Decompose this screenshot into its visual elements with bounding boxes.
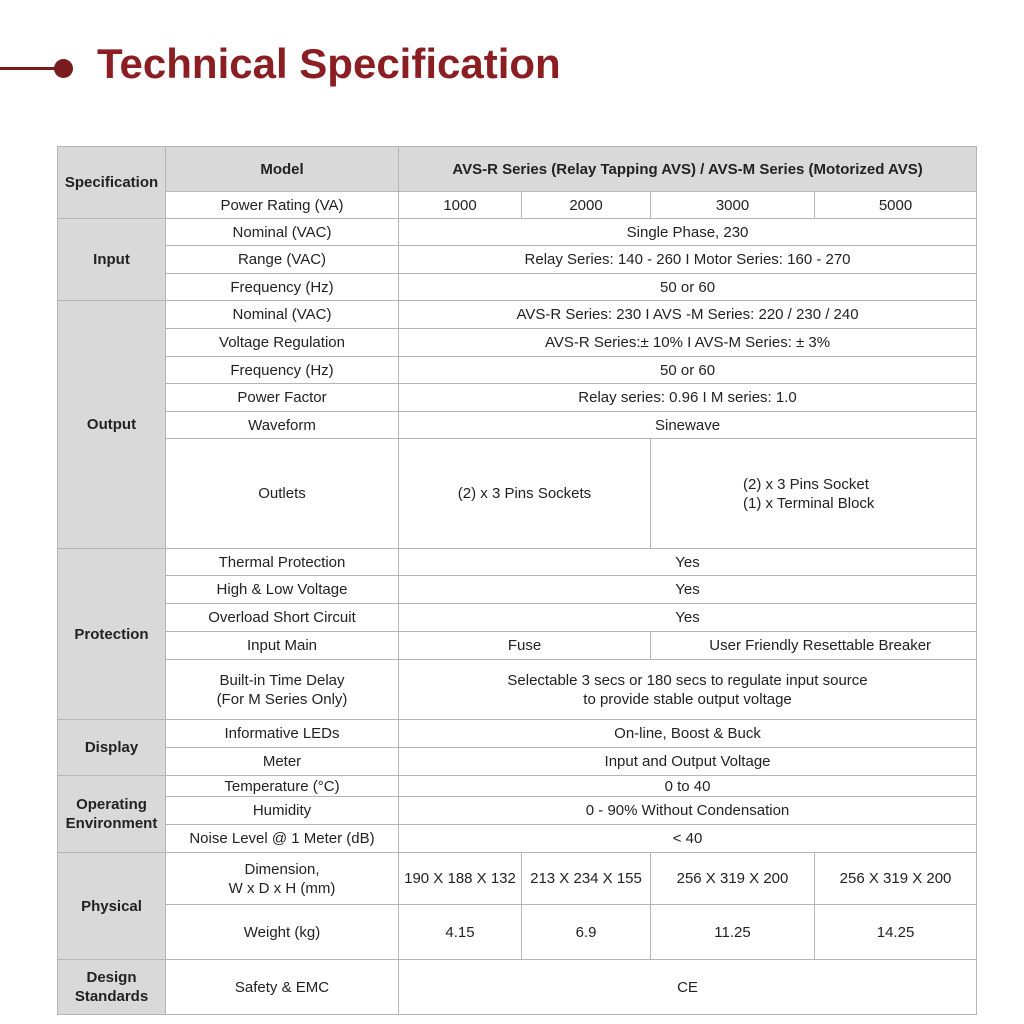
row-label: Meter [166, 748, 399, 776]
row-value: Relay series: 0.96 I M series: 1.0 [399, 384, 977, 412]
row-value: 0 - 90% Without Condensation [399, 797, 977, 825]
row-label: Outlets [166, 439, 399, 549]
row-label: Frequency (Hz) [166, 274, 399, 301]
table-row [58, 776, 977, 797]
row-value [651, 439, 977, 549]
row-value: 0 to 40 [399, 776, 977, 797]
label-line: Built-in Time Delay [219, 671, 345, 689]
table-row [58, 853, 977, 905]
table-row [58, 604, 977, 632]
row-label: Power Factor [166, 384, 399, 412]
row-label: Range (VAC) [166, 246, 399, 274]
row-label: Waveform [166, 412, 399, 439]
power-rating-cell: 2000 [522, 192, 651, 219]
power-rating-cell: 3000 [651, 192, 815, 219]
category-output: Output [58, 301, 166, 549]
series-title: AVS-R Series (Relay Tapping AVS) / AVS-M Series (Motorized AVS) [399, 147, 977, 192]
row-label: Overload Short Circuit [166, 604, 399, 632]
row-value: < 40 [399, 825, 977, 853]
table-row [58, 720, 977, 748]
power-rating-cell: 1000 [399, 192, 522, 219]
category-line: Environment [65, 815, 158, 832]
dimension-cell: 190 X 188 X 132 [399, 853, 522, 905]
row-value: 50 or 60 [399, 274, 977, 301]
category-environment [58, 776, 166, 853]
row-label [166, 853, 399, 905]
category-input: Input [58, 219, 166, 301]
spec-header: Specification [58, 147, 166, 219]
table-row [58, 384, 977, 412]
row-label: Informative LEDs [166, 720, 399, 748]
header-line [0, 67, 60, 70]
category-line: Design [86, 969, 137, 986]
label-line: Dimension, [244, 860, 320, 878]
weight-cell: 6.9 [522, 905, 651, 960]
table-row [58, 329, 977, 357]
row-value: On-line, Boost & Buck [399, 720, 977, 748]
dimension-cell: 213 X 234 X 155 [522, 853, 651, 905]
row-label: High & Low Voltage [166, 576, 399, 604]
spec-table [57, 146, 977, 1015]
row-value: Fuse [399, 632, 651, 660]
table-row [58, 660, 977, 720]
row-value: AVS-R Series:± 10% I AVS-M Series: ± 3% [399, 329, 977, 357]
row-label: Thermal Protection [166, 549, 399, 576]
outlet-line: (2) x 3 Pins Socket [743, 475, 869, 493]
category-line: Standards [74, 988, 149, 1005]
power-rating-cell: 5000 [815, 192, 977, 219]
weight-cell: 11.25 [651, 905, 815, 960]
row-value: Input and Output Voltage [399, 748, 977, 776]
row-label: Temperature (°C) [166, 776, 399, 797]
category-standards [58, 960, 166, 1015]
row-label: Humidity [166, 797, 399, 825]
table-row [58, 147, 977, 192]
weight-cell: 4.15 [399, 905, 522, 960]
table-row [58, 549, 977, 576]
label-line: W x D x H (mm) [228, 879, 336, 897]
dimension-cell: 256 X 319 X 200 [815, 853, 977, 905]
table-row [58, 301, 977, 329]
row-value: Relay Series: 140 - 260 I Motor Series: 160 - 270 [399, 246, 977, 274]
table-row [58, 439, 977, 549]
page-title: Technical Specification [97, 40, 561, 87]
weight-cell: 14.25 [815, 905, 977, 960]
table-row [58, 825, 977, 853]
outlet-line: (1) x Terminal Block [743, 494, 875, 512]
row-label: Noise Level @ 1 Meter (dB) [166, 825, 399, 853]
dimension-cell: 256 X 319 X 200 [651, 853, 815, 905]
table-row [58, 576, 977, 604]
row-label: Input Main [166, 632, 399, 660]
row-value: 50 or 60 [399, 357, 977, 384]
category-display: Display [58, 720, 166, 776]
row-value: AVS-R Series: 230 I AVS -M Series: 220 / 230 / 240 [399, 301, 977, 329]
row-value: (2) x 3 Pins Sockets [399, 439, 651, 549]
row-label [166, 660, 399, 720]
power-rating-label: Power Rating (VA) [166, 192, 399, 219]
table-row [58, 960, 977, 1015]
row-label: Safety & EMC [166, 960, 399, 1015]
table-row [58, 632, 977, 660]
row-label: Weight (kg) [166, 905, 399, 960]
category-line: Operating [76, 796, 147, 813]
row-value: User Friendly Resettable Breaker [651, 632, 977, 660]
table-row [58, 412, 977, 439]
row-label: Voltage Regulation [166, 329, 399, 357]
label-line: (For M Series Only) [216, 690, 348, 708]
model-label: Model [166, 147, 399, 192]
row-value: Yes [399, 604, 977, 632]
table-row [58, 219, 977, 246]
row-value: Sinewave [399, 412, 977, 439]
table-row [58, 797, 977, 825]
header-bullet-icon [54, 59, 73, 78]
category-physical: Physical [58, 853, 166, 960]
row-label: Nominal (VAC) [166, 219, 399, 246]
table-row [58, 192, 977, 219]
row-value: Yes [399, 576, 977, 604]
category-protection: Protection [58, 549, 166, 720]
table-row [58, 274, 977, 301]
table-row [58, 246, 977, 274]
row-value: Yes [399, 549, 977, 576]
table-row [58, 748, 977, 776]
row-label: Nominal (VAC) [166, 301, 399, 329]
table-row [58, 905, 977, 960]
row-value [399, 660, 977, 720]
row-value: CE [399, 960, 977, 1015]
table-row [58, 357, 977, 384]
value-line: Selectable 3 secs or 180 secs to regulate input source [507, 671, 868, 689]
value-line: to provide stable output voltage [583, 690, 792, 708]
row-label: Frequency (Hz) [166, 357, 399, 384]
row-value: Single Phase, 230 [399, 219, 977, 246]
